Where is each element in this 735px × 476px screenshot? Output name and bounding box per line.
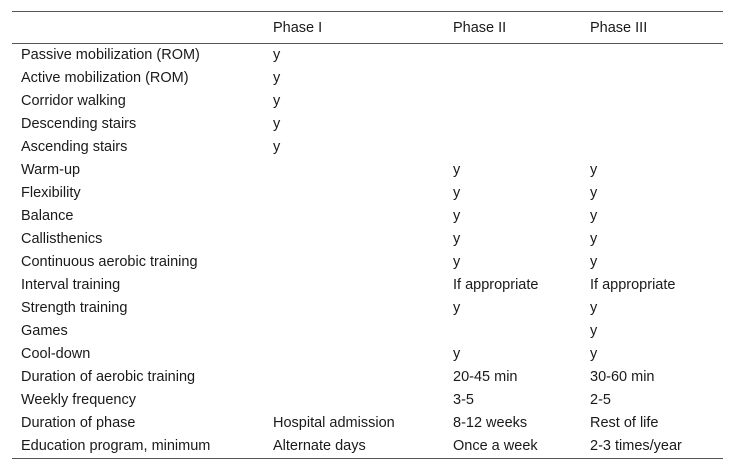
phase-2-cell [444, 90, 581, 113]
row-label-cell: Balance [21, 208, 74, 224]
phase-table [12, 11, 723, 459]
phase-1-cell [264, 366, 444, 389]
phase-2-cell [444, 67, 581, 90]
table-body [12, 44, 723, 459]
table-row [12, 228, 723, 251]
table-row [12, 90, 723, 113]
table-row [12, 136, 723, 159]
table-row [12, 366, 723, 389]
row-label-cell: Cool-down [21, 346, 91, 362]
phase-2-cell: Once a week [444, 435, 581, 459]
phase-1-cell [264, 297, 444, 320]
table-row [12, 389, 723, 412]
phase-1-cell [264, 274, 444, 297]
phase-2-cell: y [453, 346, 461, 362]
phase-3-cell [581, 67, 723, 90]
phase-2-cell: y [453, 185, 461, 201]
phase-2-cell [444, 113, 581, 136]
phase-3-cell: 2-5 [590, 392, 611, 408]
row-label-cell: Continuous aerobic training [21, 254, 198, 270]
row-label-cell: Weekly frequency [21, 392, 136, 408]
row-label-cell: Games [21, 323, 68, 339]
row-label-cell: Duration of phase [21, 415, 136, 431]
table-row [12, 435, 723, 459]
phase-3-cell: y [590, 323, 598, 339]
phase-2-cell: y [453, 162, 461, 178]
phase-3-cell: 2-3 times/year [581, 435, 723, 459]
phase-1-cell: y [273, 47, 281, 63]
table-row [12, 412, 723, 435]
phase-1-cell: Hospital admission [273, 415, 395, 431]
phase-1-cell: y [273, 93, 281, 109]
header-cell-phase-2: Phase II [444, 12, 581, 44]
phase-1-cell: y [273, 139, 281, 155]
phase-3-cell [581, 113, 723, 136]
phase-1-cell [264, 343, 444, 366]
phase-3-cell: If appropriate [590, 277, 676, 293]
table-row [12, 182, 723, 205]
phase-2-cell: 8-12 weeks [453, 415, 528, 431]
table-row [12, 297, 723, 320]
phase-1-cell [264, 159, 444, 182]
phase-1-cell: y [273, 70, 281, 86]
phase-3-cell [581, 90, 723, 113]
phase-1-cell [264, 228, 444, 251]
phase-3-cell: Rest of life [590, 415, 659, 431]
phase-3-cell: y [590, 300, 598, 316]
phase-table-container [12, 11, 723, 459]
table-row [12, 67, 723, 90]
header-row [12, 12, 723, 44]
phase-2-cell [444, 136, 581, 159]
phase-2-cell: If appropriate [453, 277, 539, 293]
phase-2-cell: y [453, 208, 461, 224]
phase-3-cell: y [590, 185, 598, 201]
row-label-cell: Active mobilization (ROM) [21, 70, 189, 86]
phase-1-cell: y [273, 116, 281, 132]
phase-1-cell [264, 320, 444, 343]
phase-2-cell: 20-45 min [453, 369, 518, 385]
header-cell-phase-1: Phase I [264, 12, 444, 44]
phase-2-cell: y [453, 254, 461, 270]
table-row [12, 251, 723, 274]
row-label-cell: Passive mobilization (ROM) [21, 47, 200, 63]
phase-1-cell [264, 205, 444, 228]
table-row [12, 320, 723, 343]
table-row [12, 274, 723, 297]
table-header [12, 12, 723, 44]
phase-3-cell: y [590, 254, 598, 270]
phase-3-cell [581, 136, 723, 159]
row-label-cell: Ascending stairs [21, 139, 128, 155]
table-row [12, 205, 723, 228]
row-label-cell: Warm-up [21, 162, 81, 178]
phase-3-cell: y [590, 346, 598, 362]
phase-1-cell [264, 182, 444, 205]
phase-2-cell [444, 320, 581, 343]
phase-1-cell [264, 389, 444, 412]
row-label-cell: Duration of aerobic training [21, 369, 196, 385]
phase-3-cell: 30-60 min [590, 369, 655, 385]
row-label-cell: Interval training [21, 277, 121, 293]
table-row [12, 113, 723, 136]
header-cell-phase-3: Phase III [581, 12, 723, 44]
phase-2-cell: y [453, 300, 461, 316]
phase-3-cell [581, 44, 723, 68]
row-label-cell: Strength training [21, 300, 128, 316]
phase-3-cell: y [590, 231, 598, 247]
phase-2-cell: y [453, 231, 461, 247]
phase-2-cell [444, 44, 581, 68]
phase-1-cell [264, 251, 444, 274]
phase-3-cell: y [590, 208, 598, 224]
phase-3-cell: y [590, 162, 598, 178]
phase-2-cell: 3-5 [453, 392, 474, 408]
table-row [12, 159, 723, 182]
table-row [12, 343, 723, 366]
phase-1-cell: Alternate days [264, 435, 444, 459]
table-row [12, 44, 723, 68]
row-label-cell: Callisthenics [21, 231, 103, 247]
row-label-cell: Flexibility [21, 185, 81, 201]
row-label-cell: Education program, minimum [12, 435, 264, 459]
row-label-cell: Descending stairs [21, 116, 137, 132]
header-cell-empty [12, 12, 264, 44]
row-label-cell: Corridor walking [21, 93, 126, 109]
